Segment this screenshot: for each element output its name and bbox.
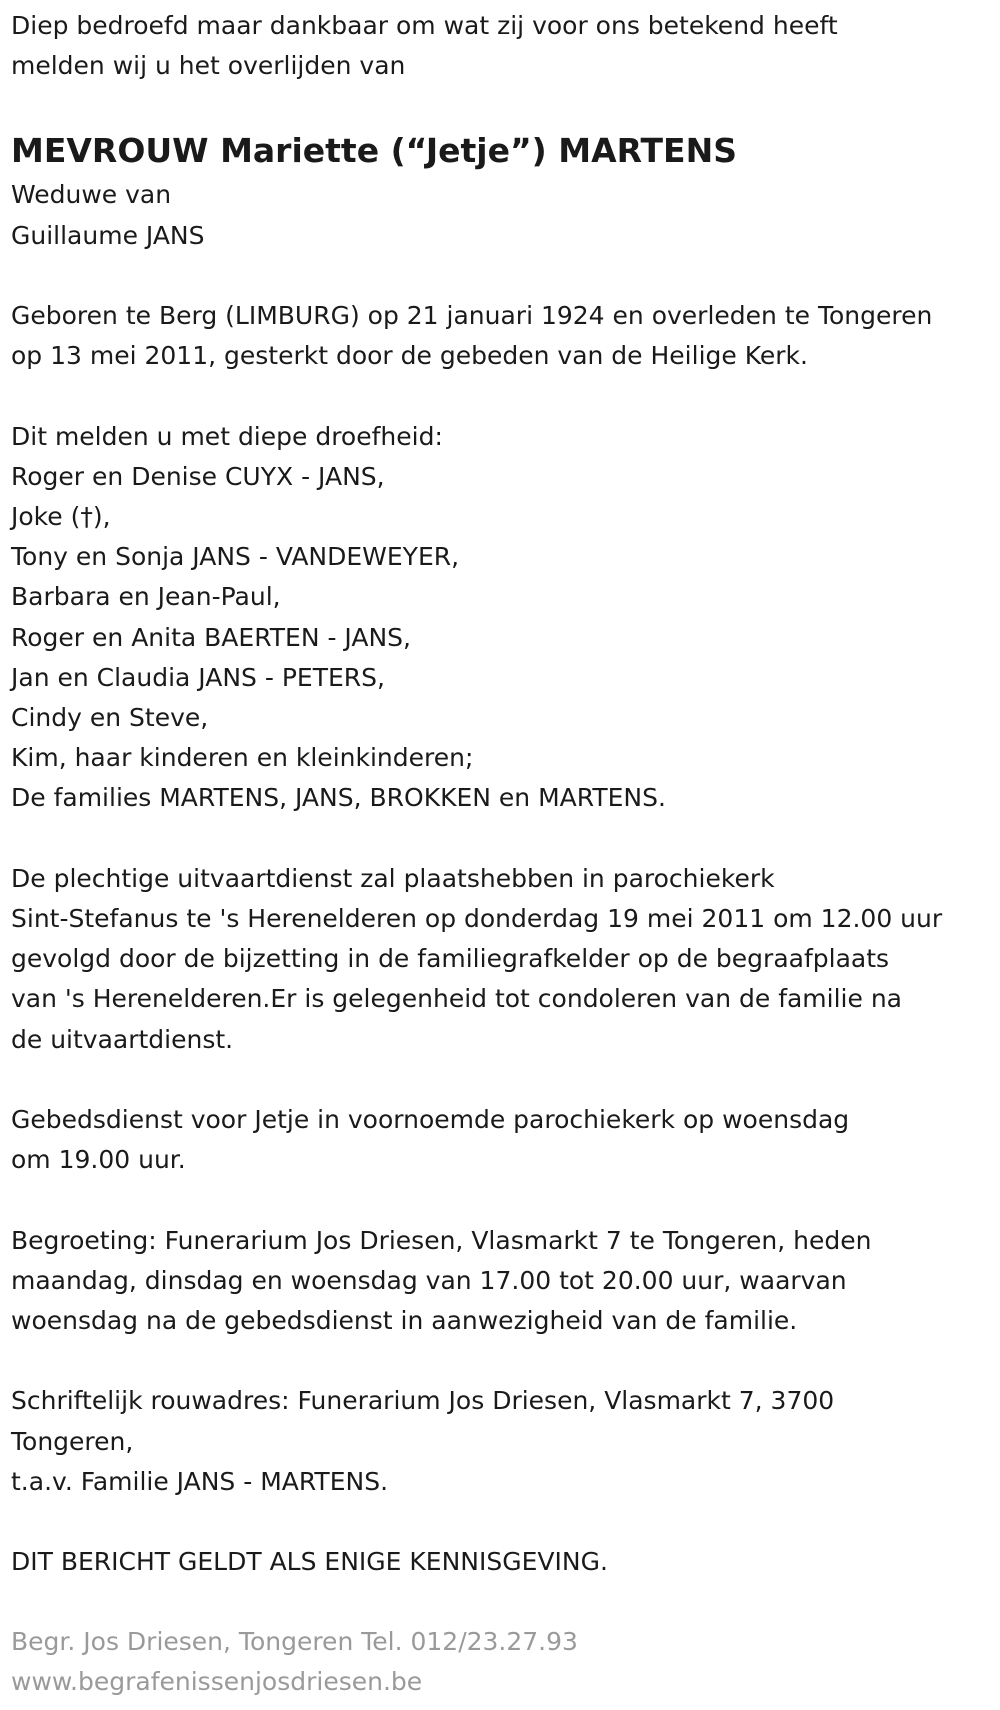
spouse-line: Guillaume JANS: [11, 220, 205, 250]
address-line: t.a.v. Familie JANS - MARTENS.: [11, 1466, 389, 1496]
funeral-line: de uitvaartdienst.: [11, 1024, 234, 1054]
visitation-line: Begroeting: Funerarium Jos Driesen, Vlasmarkt 7 te Tongeren, heden: [11, 1225, 872, 1255]
intro-line: melden wij u het overlijden van: [11, 51, 406, 81]
spacer: [11, 1341, 990, 1381]
spacer: [11, 819, 990, 859]
visitation-line: maandag, dinsdag en woensdag van 17.00 tot 20.00 uur, waarvan: [11, 1265, 847, 1295]
birth-death-block: [11, 296, 990, 376]
closing-statement: DIT BERICHT GELDT ALS ENIGE KENNISGEVING.: [11, 1547, 608, 1577]
spouse-block: [11, 175, 990, 255]
spacer: [11, 1180, 990, 1220]
family-member: Tony en Sonja JANS - VANDEWEYER,: [11, 542, 460, 572]
visitation-line: woensdag na de gebedsdienst in aanwezigheid van de familie.: [11, 1306, 798, 1336]
family-member: Cindy en Steve,: [11, 703, 209, 733]
family-intro: Dit melden u met diepe droefheid:: [11, 421, 443, 451]
prayer-line: Gebedsdienst voor Jetje in voornoemde parochiekerk op woensdag: [11, 1105, 850, 1135]
funeral-home-website[interactable]: www.begrafenissenjosdriesen.be: [11, 1667, 423, 1696]
family-member: Jan en Claudia JANS - PETERS,: [11, 662, 385, 692]
address-line: Schriftelijk rouwadres: Funerarium Jos Driesen, Vlasmarkt 7, 3700: [11, 1386, 835, 1416]
family-member: Joke (†),: [11, 502, 111, 531]
spouse-line: Weduwe van: [11, 180, 172, 210]
intro-block: [11, 6, 990, 86]
funeral-line: Sint-Stefanus te 's Herenelderen op donderdag 19 mei 2011 om 12.00 uur: [11, 904, 943, 934]
family-member: Barbara en Jean-Paul,: [11, 582, 281, 612]
spacer: [11, 376, 990, 416]
family-member: Roger en Denise CUYX - JANS,: [11, 461, 385, 491]
funeral-line: gevolgd door de bijzetting in de familiegrafkelder op de begraafplaats: [11, 944, 890, 974]
birth-death-line: Geboren te Berg (LIMBURG) op 21 januari 1924 en overleden te Tongeren: [11, 301, 933, 330]
prayer-line: om 19.00 uur.: [11, 1145, 186, 1175]
spacer: [11, 1060, 990, 1100]
family-member: Kim, haar kinderen en kleinkinderen;: [11, 743, 474, 773]
deceased-name: MEVROUW Mariette (“Jetje”) MARTENS: [11, 131, 737, 171]
spacer: [11, 256, 990, 296]
family-member: De families MARTENS, JANS, BROKKEN en MARTENS.: [11, 783, 666, 813]
funeral-line: van 's Herenelderen.Er is gelegenheid tot condoleren van de familie na: [11, 984, 902, 1014]
family-block: [11, 417, 990, 819]
funeral-line: De plechtige uitvaartdienst zal plaatshebben in parochiekerk: [11, 863, 775, 893]
funeral-block: [11, 859, 990, 1060]
funeral-home-contact: Begr. Jos Driesen, Tongeren Tel. 012/23.27.93: [11, 1627, 578, 1656]
intro-line: Diep bedroefd maar dankbaar om wat zij voor ons betekend heeft: [11, 11, 838, 40]
spacer: [11, 1502, 990, 1542]
birth-death-line: op 13 mei 2011, gesterkt door de gebeden van de Heilige Kerk.: [11, 341, 808, 371]
prayer-block: [11, 1100, 990, 1180]
family-member: Roger en Anita BAERTEN - JANS,: [11, 622, 411, 652]
visitation-block: [11, 1221, 990, 1342]
address-block: [11, 1381, 990, 1502]
address-line: Tongeren,: [11, 1426, 134, 1456]
funeral-home-footer: [11, 1622, 578, 1702]
